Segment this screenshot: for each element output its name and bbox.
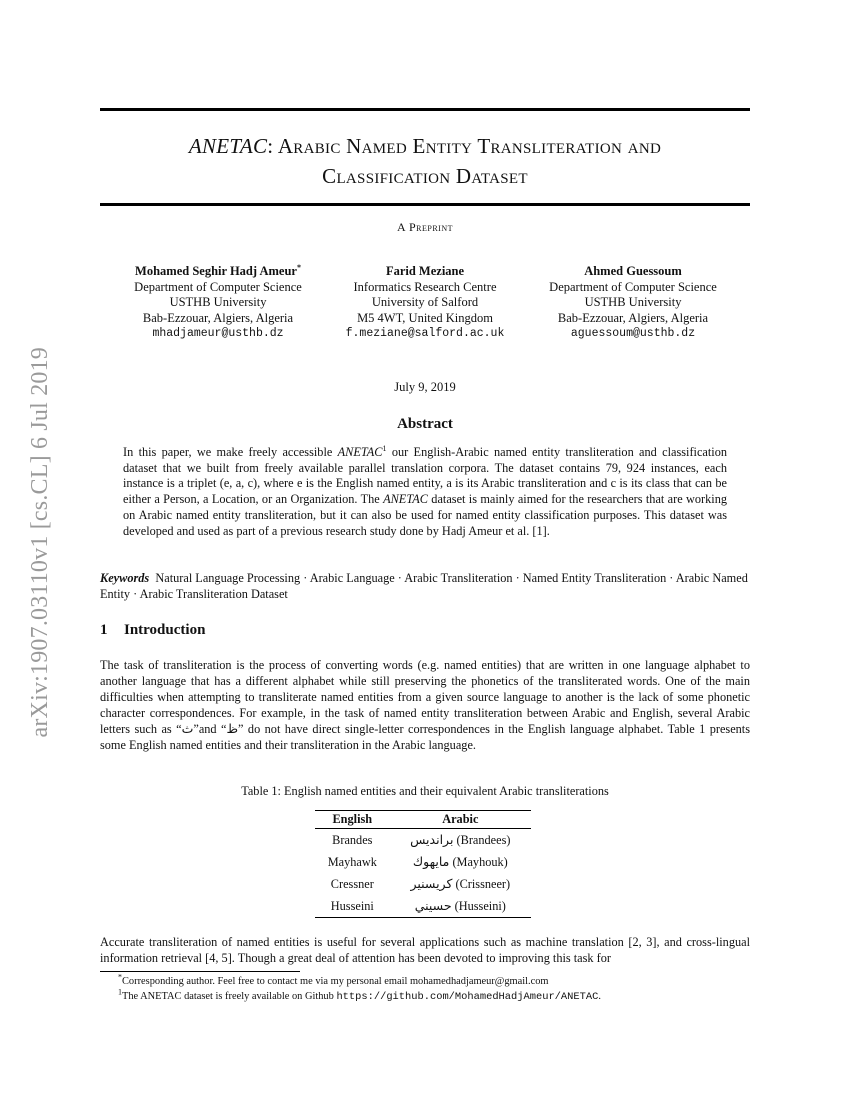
title-line1: : Arabic Named Entity Transliteration and bbox=[267, 134, 662, 158]
arabic-cell: كریسنیر (Crissneer) bbox=[410, 876, 511, 891]
footnote: *Corresponding author. Feel free to contact me via my personal email mohamedhadjameur@gmail.com bbox=[118, 972, 549, 987]
author-univ: USTHB University bbox=[584, 295, 682, 309]
arabic-letter: ث bbox=[181, 721, 194, 736]
section-title: Introduction bbox=[124, 622, 206, 638]
author-email: f.meziane@salford.ac.uk bbox=[345, 327, 505, 340]
title-rule-top bbox=[100, 108, 750, 111]
table-row bbox=[315, 829, 531, 852]
transliteration-table bbox=[315, 810, 531, 918]
intro-paragraph-1: The task of transliteration is the process of converting words (e.g. named entities) that are written in one language alphabet to another language that has a different alphabet while still preserving the phonetics of the transliterated words. One of the main difficulties when attempting to transliterate named entities from a given source language to another is the lack of some phonetic character correspondences. For example, in the task of named entity transliteration between Arabic and English, several Arabic letters such as “ث”and “ظ” do not have direct single-letter correspondences in the English language alphabet. Table 1 presents some English named entities and their transliteration in the Arabic language. bbox=[100, 658, 750, 752]
abstract-heading: Abstract bbox=[397, 416, 453, 432]
title-line2: Classification Dataset bbox=[322, 164, 528, 188]
english-cell: Mayhawk bbox=[327, 854, 377, 869]
footnote: $^1$The ANETAC dataset is freely available on Github https://github.com/MohamedHadjAmeur/ANETAC. bbox=[118, 987, 601, 1003]
author-3 bbox=[523, 264, 743, 342]
author-dept: Department of Computer Science bbox=[134, 279, 302, 294]
paper-title bbox=[100, 131, 750, 191]
author-email: mhadjameur@usthb.dz bbox=[152, 327, 284, 340]
author-dept: Department of Computer Science bbox=[549, 279, 717, 294]
author-1 bbox=[108, 264, 328, 342]
keywords-label: Keywords bbox=[100, 571, 150, 585]
footnote-ref: 1 bbox=[382, 443, 387, 453]
publication-date: July 9, 2019 bbox=[394, 380, 456, 394]
english-cell: Brandes bbox=[332, 832, 373, 847]
table-caption: Table 1: English named entities and their equivalent Arabic transliterations bbox=[241, 784, 609, 798]
table-header-row bbox=[315, 811, 531, 829]
footnote-rule bbox=[100, 971, 300, 972]
arabic-cell: براندیس (Brandees) bbox=[410, 832, 511, 847]
column-header: English bbox=[315, 811, 390, 829]
section-number: 1 bbox=[100, 622, 108, 638]
arxiv-identifier: arXiv:1907.03110v1 [cs.CL] 6 Jul 2019 bbox=[26, 346, 53, 738]
title-rule-bottom bbox=[100, 203, 750, 206]
author-name: Mohamed Seghir Hadj Ameur bbox=[135, 264, 297, 278]
keywords-text: Natural Language Processing · Arabic Language · Arabic Transliteration · Named Entity Transliteration · Arabic Named Entity · Arabic Transliteration Dataset bbox=[100, 571, 748, 601]
author-univ: University of Salford bbox=[371, 295, 479, 309]
author-name: Farid Meziane bbox=[385, 264, 465, 278]
author-email: aguessoum@usthb.dz bbox=[570, 327, 696, 340]
english-cell: Cressner bbox=[330, 876, 374, 891]
arabic-cell: حسیني (Husseini) bbox=[390, 895, 531, 918]
abstract-text: In this paper, we make freely accessible ANETAC$^1$ our English-Arabic named entity transliteration and classification dataset that we built from freely available parallel translation corpora. The dataset contains 79, 924 instances, each instance is a triplet (e, a, c), where e is the English named entity, a is its Arabic transliteration and c is its class that can be either a Person, a Location, or an Organization. The ANETAC dataset is mainly aimed for the researchers that are working on Arabic named entity transliteration, but it can also be used for named entity classification purposes. This dataset was developed and used as part of a previous research study done by Hadj Ameur et al. [1]. bbox=[123, 443, 727, 538]
column-header: Arabic bbox=[390, 811, 531, 829]
arabic-letter: ظ bbox=[226, 721, 239, 736]
arabic-cell: مایهوك (Mayhouk) bbox=[412, 854, 508, 869]
table-row bbox=[315, 895, 531, 918]
github-link[interactable]: https://github.com/MohamedHadjAmeur/ANETAC bbox=[336, 991, 599, 1003]
footnotes bbox=[100, 974, 750, 1005]
author-address: Bab-Ezzouar, Algiers, Algeria bbox=[557, 310, 709, 325]
author-address: Bab-Ezzouar, Algiers, Algeria bbox=[142, 310, 294, 325]
keywords bbox=[100, 571, 750, 602]
author-2 bbox=[320, 264, 530, 342]
author-univ: USTHB University bbox=[169, 295, 267, 309]
english-cell: Husseini bbox=[315, 895, 390, 918]
intro-paragraph-2: Accurate transliteration of named entities is useful for several applications such as machine translation [2, 3], and cross-lingual information retrieval [4, 5]. Though a great deal of attention has been devoted to improving this task for bbox=[100, 935, 750, 965]
author-dept: Informatics Research Centre bbox=[353, 279, 497, 294]
author-mark: * bbox=[296, 262, 301, 272]
table-row bbox=[315, 873, 531, 895]
section-heading bbox=[100, 622, 205, 639]
author-address: M5 4WT, United Kingdom bbox=[357, 310, 493, 325]
author-name: Ahmed Guessoum bbox=[584, 264, 682, 278]
title-acronym: ANETAC bbox=[188, 134, 268, 158]
preprint-label: A Preprint bbox=[396, 220, 453, 234]
table-row bbox=[315, 851, 531, 873]
